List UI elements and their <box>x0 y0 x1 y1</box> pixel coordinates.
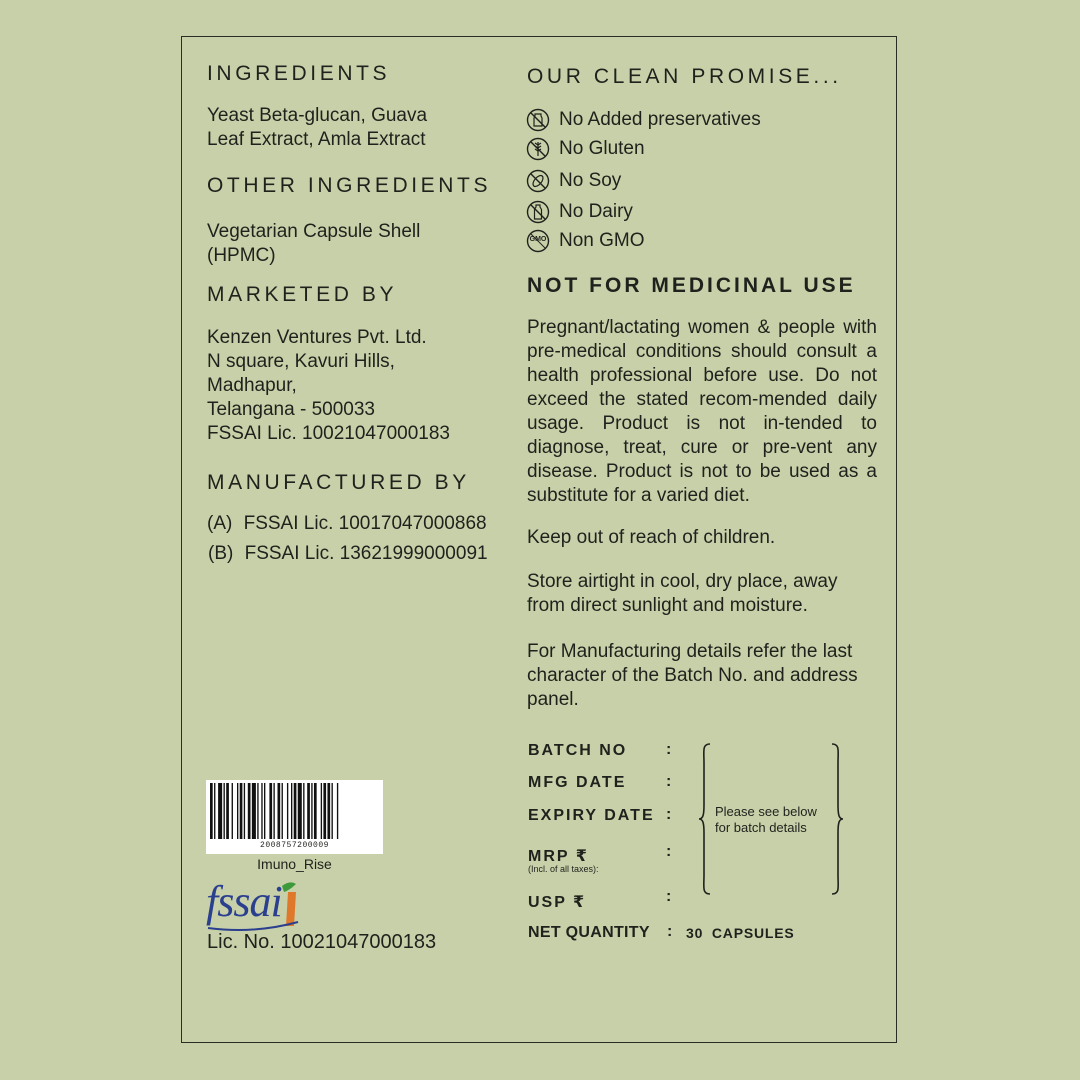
fssai-logo <box>204 878 304 934</box>
barcode-bar <box>282 783 283 839</box>
gmo-badge-text: GMO <box>529 236 547 243</box>
no-gluten-icon <box>526 137 550 161</box>
barcode <box>206 780 383 854</box>
no-soy-icon <box>526 169 550 193</box>
medicinal-warning: Pregnant/lactating women & people with pre-medical conditions should consult a health professional before use. Do not exceed the stated recom-mended daily usage. Product is not in-tended to diagnose, treat, cure or pre-vent any disease. Product is not to be used as a substitute for a varied diet. <box>527 317 877 506</box>
barcode-bar <box>248 783 251 839</box>
fssai-logo-text: fssai <box>206 877 282 926</box>
barcode-bar <box>278 783 281 839</box>
clean-promise-heading: OUR CLEAN PROMISE... <box>527 65 842 88</box>
manufacturing-note: For Manufacturing details refer the last character of the Batch No. and address panel. <box>527 641 858 710</box>
barcode-bar <box>257 783 258 839</box>
other-ingredients-text <box>207 220 420 268</box>
barcode-bar <box>214 783 215 839</box>
fssai-license: Lic. No. 10021047000183 <box>207 931 437 953</box>
barcode-bar <box>226 783 229 839</box>
barcode-bar <box>311 783 312 839</box>
barcode-bar <box>240 783 243 839</box>
barcode-bar <box>224 783 225 839</box>
gmo-icon <box>526 229 550 253</box>
net-quantity-unit: CAPSULES <box>711 925 795 941</box>
expiry-date-colon: : <box>666 806 672 823</box>
promise-label: No Gluten <box>559 138 645 159</box>
usp-label: USP ₹ <box>528 894 587 911</box>
no-dairy-icon <box>526 200 550 224</box>
other-ingredients-line: Vegetarian Capsule Shell <box>207 221 421 242</box>
net-quantity-value <box>686 925 795 941</box>
promise-no-soy <box>526 168 621 194</box>
other-ingredients-heading: OTHER INGREDIENTS <box>207 174 492 197</box>
ingredients-text <box>207 104 427 152</box>
address-line: Telangana - 500033 <box>207 399 375 420</box>
manufacturer-b <box>208 542 488 566</box>
batch-details-note-line: Please see below <box>715 804 817 819</box>
ingredients-line: Leaf Extract, Amla Extract <box>207 129 426 150</box>
promise-label: Non GMO <box>559 230 645 251</box>
manufacturer-a <box>207 512 487 536</box>
barcode-bar <box>337 783 338 839</box>
barcode-bar <box>232 783 233 839</box>
address-line: N square, Kavuri Hills, <box>207 351 395 372</box>
mrp-label: MRP ₹ <box>528 848 589 865</box>
barcode-bar <box>287 783 288 839</box>
barcode-bar <box>321 783 322 839</box>
manufacturer-license: FSSAI Lic. 13621999000091 <box>244 543 488 564</box>
barcode-bar <box>252 783 256 839</box>
marketed-by-heading: MARKETED BY <box>207 283 398 306</box>
promise-no-gluten <box>526 136 645 162</box>
barcode-bar <box>269 783 272 839</box>
manufacturer-marker: (B) <box>208 543 234 564</box>
barcode-bar <box>327 783 330 839</box>
address-line: Kenzen Ventures Pvt. Ltd. <box>207 327 427 348</box>
net-quantity-colon: : <box>667 923 673 940</box>
barcode-bar <box>210 783 213 839</box>
barcode-bar <box>303 783 304 839</box>
barcode-bar <box>298 783 302 839</box>
expiry-date-label: EXPIRY DATE <box>528 807 655 824</box>
barcode-bar <box>261 783 262 839</box>
barcode-product-name: Imuno_Rise <box>257 856 332 872</box>
fssai-logo-mark <box>204 878 304 934</box>
ingredients-line: Yeast Beta-glucan, Guava <box>207 105 428 126</box>
net-quantity-label: NET QUANTITY <box>528 924 650 941</box>
storage-instructions: Store airtight in cool, dry place, away from direct sunlight and moisture. <box>527 571 838 616</box>
barcode-bar <box>237 783 238 839</box>
promise-no-preservatives <box>526 107 761 133</box>
barcode-bar <box>323 783 326 839</box>
other-ingredients-line: (HPMC) <box>207 245 276 266</box>
manufacturer-license: FSSAI Lic. 10017047000868 <box>243 513 487 534</box>
promise-label: No Added preservatives <box>559 109 761 130</box>
barcode-bar <box>332 783 333 839</box>
barcode-bar <box>294 783 297 839</box>
promise-no-dairy <box>526 199 633 225</box>
promise-non-gmo <box>526 228 645 254</box>
mrp-tax-note: (Incl. of all taxes): <box>528 864 599 874</box>
barcode-number: 2008757200009 <box>260 841 329 850</box>
net-quantity-number: 30 <box>686 925 704 941</box>
barcode-bar <box>244 783 245 839</box>
barcode-bar <box>273 783 274 839</box>
batch-details-note-line: for batch details <box>715 820 807 835</box>
barcode-bar <box>218 783 222 839</box>
mfg-date-colon: : <box>666 773 672 790</box>
ingredients-heading: INGREDIENTS <box>207 62 391 85</box>
barcode-bar <box>264 783 265 839</box>
promise-label: No Dairy <box>559 201 633 222</box>
batch-details-note <box>715 804 817 836</box>
left-brace <box>698 743 714 895</box>
batch-no-colon: : <box>666 741 672 758</box>
mrp-colon: : <box>666 843 672 860</box>
mfg-date-label: MFG DATE <box>528 774 627 791</box>
promise-label: No Soy <box>559 170 622 191</box>
not-for-medicinal-use-heading: NOT FOR MEDICINAL USE <box>527 274 856 297</box>
barcode-bar <box>291 783 292 839</box>
address-line: FSSAI Lic. 10021047000183 <box>207 423 450 444</box>
barcode-bar <box>307 783 310 839</box>
usp-colon: : <box>666 888 672 905</box>
address-line: Madhapur, <box>207 375 297 396</box>
marketed-by-address <box>207 326 450 446</box>
children-warning: Keep out of reach of children. <box>527 527 776 548</box>
no-preservatives-icon <box>526 108 550 132</box>
manufacturer-marker: (A) <box>207 513 233 534</box>
barcode-bar <box>314 783 317 839</box>
right-brace <box>828 743 844 895</box>
batch-no-label: BATCH NO <box>528 742 628 759</box>
manufactured-by-heading: MANUFACTURED BY <box>207 471 470 494</box>
